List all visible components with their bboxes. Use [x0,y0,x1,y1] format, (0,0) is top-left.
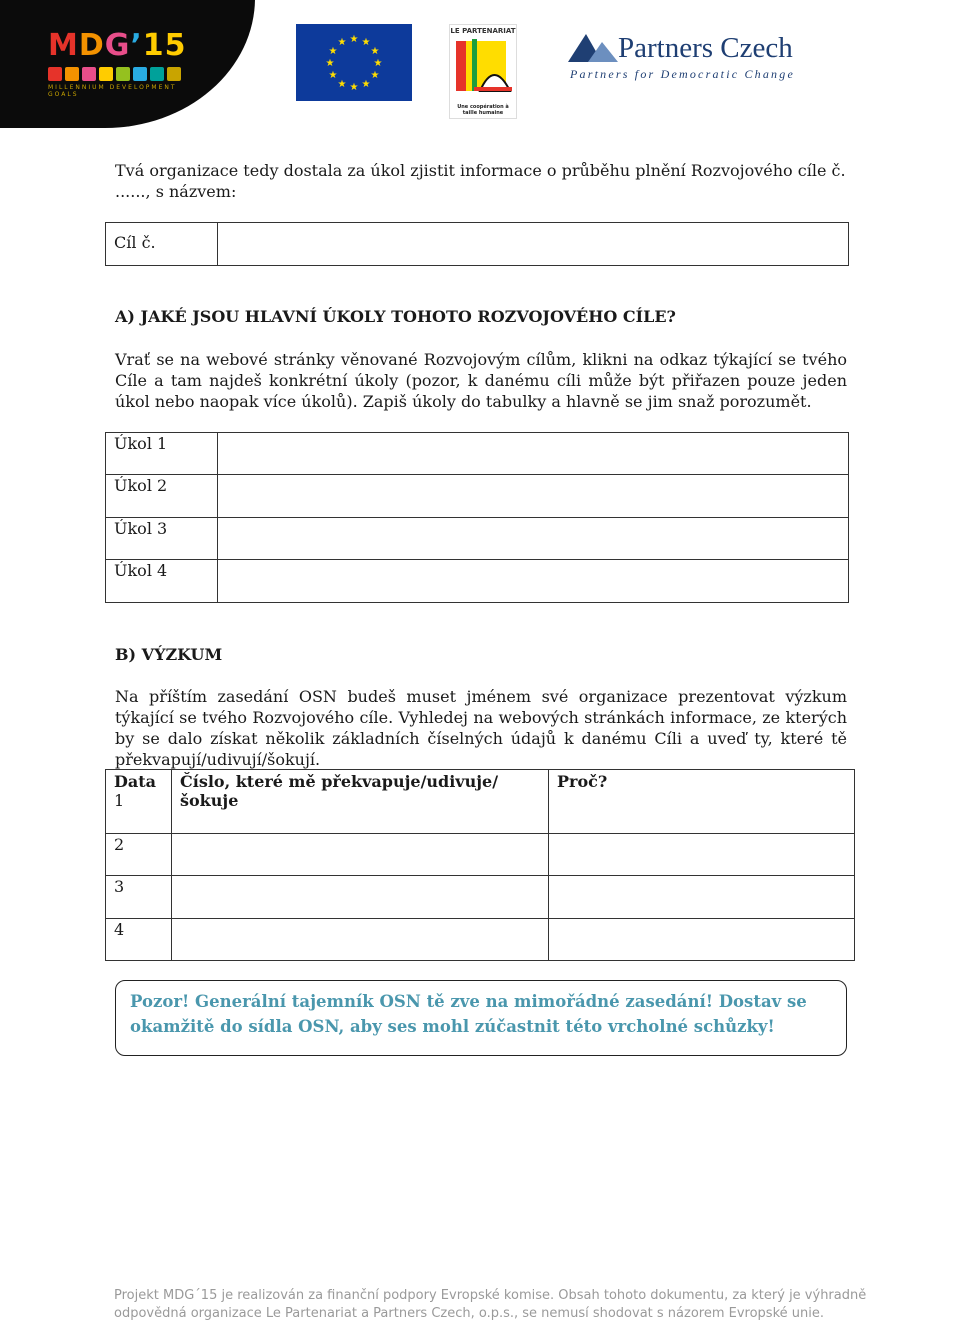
task-field[interactable] [218,475,849,518]
why-field[interactable] [549,876,855,919]
task-label: Úkol 4 [106,560,218,603]
mdg-logo-subtitle: MILLENNIUM DEVELOPMENT GOALS [48,84,177,98]
mountain-icon [566,28,622,68]
row-number: 4 [106,919,172,961]
number-field[interactable] [172,919,549,961]
number-field[interactable] [172,876,549,919]
svg-text:★: ★ [361,79,371,90]
why-field[interactable] [549,834,855,876]
section-b-text: Na příštím zasedání OSN budeš muset jménem své organizace prezentovat výzkum týkající se tvého Rozvojového cíle. Vyhledej na webových stránkách informace, ze kterých by se dalo získat několik základních číselných údajů k danému Cíli a uveď ty, které tě překvapují/udivují/šokují. [115,687,847,769]
callout-box [115,980,847,1056]
row-number: 1 [114,791,125,810]
number-field[interactable] [172,834,549,876]
footer-disclaimer [114,1287,874,1323]
task-field[interactable] [218,433,849,475]
row-number: 3 [106,876,172,919]
svg-text:★: ★ [337,79,347,90]
task-label: Úkol 1 [106,433,218,475]
le-partenariat-logo: LE PARTENARIAT Une coopération à taille humaine [449,24,517,119]
why-field[interactable] [549,919,855,961]
mdg-goal-icons [48,67,208,81]
section-b-heading: B) VÝZKUM [115,645,223,664]
task-label: Úkol 2 [106,475,218,518]
section-a-heading: A) JAKÉ JSOU HLAVNÍ ÚKOLY TOHOTO ROZVOJOVÉHO CÍLE? [115,307,676,326]
svg-text:★: ★ [328,46,338,57]
svg-text:★: ★ [370,46,380,57]
column-header-data: Data [114,772,156,791]
goal-label: Cíl č. [106,223,218,266]
svg-text:★: ★ [373,58,383,69]
task-field[interactable] [218,518,849,560]
research-row [106,770,172,834]
row-number: 2 [106,834,172,876]
svg-text:★: ★ [349,82,359,93]
mdg-logo [48,28,208,98]
goal-name-field[interactable] [218,223,849,266]
goal-table [105,222,849,266]
footer-line: odpovědná organizace Le Partenariat a Partners Czech, o.p.s., se nemusí shodovat s názorem Evropské unie. [114,1306,824,1321]
section-a-text: Vrať se na webové stránky věnované Rozvojovým cílům, klikni na odkaz týkající se tvého Cíle a tam najdeš konkrétní úkoly (pozor, k danému cíli může být přiřazen pouze jeden úkol nebo naopak více úkolů). Zapiš úkoly do tabulky a hlavně se jim snaž porozumět. [115,350,847,411]
svg-text:★: ★ [325,58,335,69]
svg-text:★: ★ [361,37,371,48]
le-partenariat-emblem [450,35,516,97]
svg-text:★: ★ [349,34,359,45]
tasks-table [105,432,849,603]
footer-line: Projekt MDG´15 je realizován za finanční podpory Evropské komise. Obsah tohoto dokumentu, za který je výhradně [114,1288,867,1303]
eu-flag-logo [296,24,412,101]
column-header-why: Proč? [549,770,855,834]
svg-text:★: ★ [328,70,338,81]
research-table [105,769,855,961]
svg-text:★: ★ [337,37,347,48]
column-header-number: Číslo, které mě překvapuje/udivuje/šokuje [172,770,549,834]
mdg-logo-title: MDG’15 [48,28,187,63]
task-field[interactable] [218,560,849,603]
svg-text:★: ★ [370,70,380,81]
intro-text: Tvá organizace tedy dostala za úkol zjistit informace o průběhu plnění Rozvojového cíle č. ......, s názvem: [115,161,846,201]
task-label: Úkol 3 [106,518,218,560]
callout-text: Pozor! Generální tajemník OSN tě zve na mimořádné zasedání! Dostav se okamžitě do sídla OSN, aby ses mohl zúčastnit této vrcholné schůzky! [130,992,807,1036]
partners-czech-logo: Partners Czech Partners for Democratic Change [556,24,836,88]
